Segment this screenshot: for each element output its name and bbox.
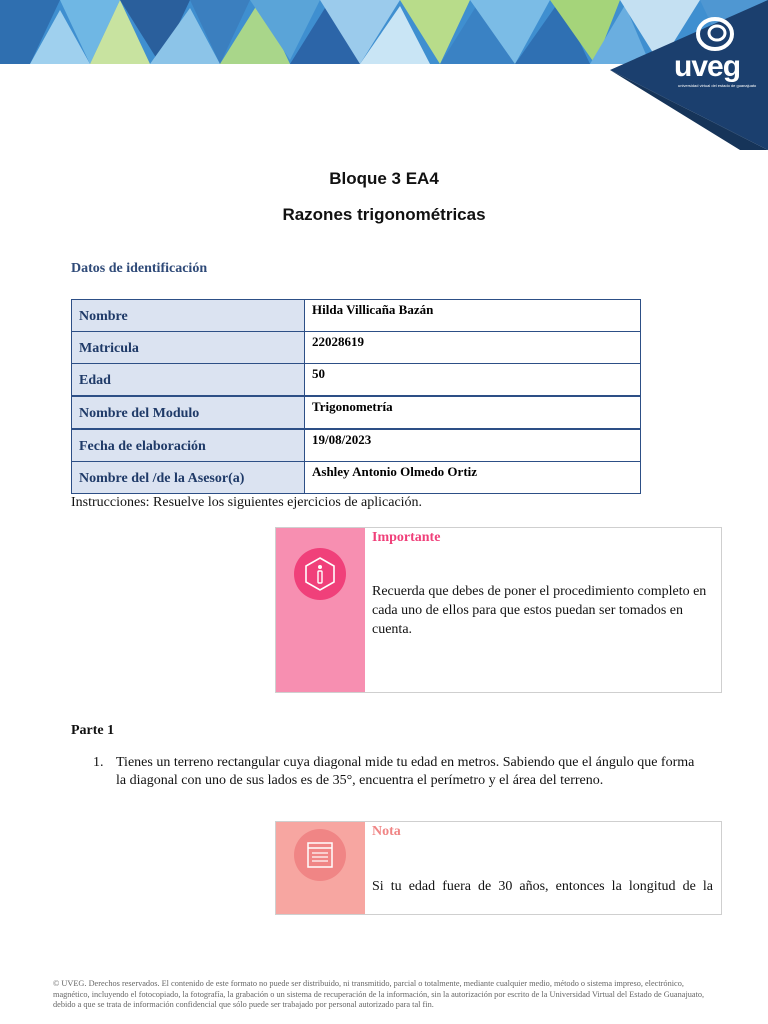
important-body: Recuerda que debes de poner el procedimiento completo en cada uno de ellos para que estos puedan ser tomados en cuenta. <box>372 584 707 637</box>
row-value: Hilda Villicaña Bazán <box>305 300 641 332</box>
logo-subtext: universidad virtual del estado de guanajuato <box>678 83 757 88</box>
note-sidebar <box>276 822 365 914</box>
important-title: Importante <box>372 530 441 545</box>
row-label: Nombre del Modulo <box>72 396 305 429</box>
header-banner <box>0 0 768 150</box>
exercise-number: 1. <box>93 755 104 770</box>
important-content <box>372 528 713 692</box>
document-subtitle: Razones trigonométricas <box>282 205 486 224</box>
instructions-text: Instrucciones: Resuelve los siguientes ejercicios de aplicación. <box>71 495 423 510</box>
document-title: Bloque 3 EA4 <box>329 169 439 188</box>
uveg-logo <box>672 16 762 96</box>
row-value: 50 <box>305 364 641 397</box>
table-row <box>72 364 641 397</box>
table-row <box>72 462 641 494</box>
row-label: Matricula <box>72 332 305 364</box>
copyright-footer: © UVEG. Derechos reservados. El contenido de este formato no puede ser distribuido, ni transmitido, parcial o totalmente, mediante cualquier medio, método o sistema impreso, electrónico, magnético, incluyendo el fotocopiado, la fotografía, la grabación o un sistema de recuperación de la información, sin la autorización por escrito de la Universidad Virtual del Estado de Guanajuato, debido a que se trata de información confidencial que sólo puede ser trabajado por personal autorizado para tal fin. <box>53 979 705 1009</box>
note-body: Si tu edad fuera de 30 años, entonces la longitud de la <box>372 879 713 894</box>
row-label: Edad <box>72 364 305 397</box>
important-sidebar <box>276 528 365 692</box>
row-value: Trigonometría <box>305 396 641 429</box>
important-callout <box>275 527 722 693</box>
table-row <box>72 332 641 364</box>
note-icon <box>293 828 347 882</box>
part-heading: Parte 1 <box>71 723 115 738</box>
note-content <box>372 822 713 914</box>
section-heading-identification: Datos de identificación <box>71 261 208 276</box>
table-row <box>72 429 641 462</box>
row-label: Fecha de elaboración <box>72 429 305 462</box>
row-value: 22028619 <box>305 332 641 364</box>
row-value: 19/08/2023 <box>305 429 641 462</box>
uveg-logo-mark <box>695 16 735 52</box>
row-label: Nombre <box>72 300 305 332</box>
row-label: Nombre del /de la Asesor(a) <box>72 462 305 494</box>
exercise-text: Tienes un terreno rectangular cuya diagonal mide tu edad en metros. Sabiendo que el ángulo que forma la diagonal con uno de sus lados es de 35°, encuentra el perímetro y el área del terreno. <box>116 755 695 788</box>
note-callout <box>275 821 722 915</box>
logo-text: uveg <box>674 50 741 83</box>
note-title: Nota <box>372 824 401 839</box>
table-row <box>72 396 641 429</box>
info-icon <box>293 547 347 601</box>
identification-table <box>71 299 641 494</box>
row-value: Ashley Antonio Olmedo Ortiz <box>305 462 641 494</box>
table-row <box>72 300 641 332</box>
